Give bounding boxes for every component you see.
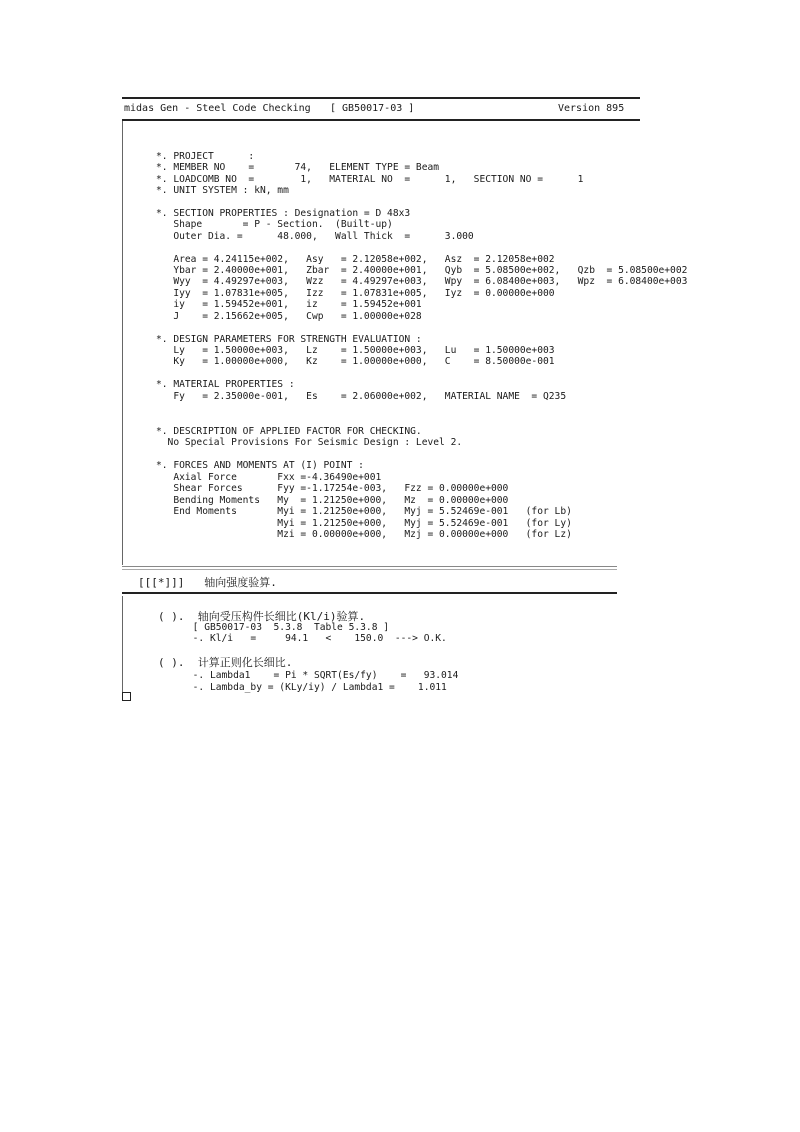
report-line: *. SECTION PROPERTIES : Designation = D 48x3 (156, 208, 411, 219)
section-top-rule (122, 566, 617, 567)
report-line: J = 2.15662e+005, Cwp = 1.00000e+028 (156, 311, 422, 322)
report-line: Ky = 1.00000e+000, Kz = 1.00000e+000, C = 8.50000e-001 (156, 356, 555, 367)
checkbox-square-icon (122, 692, 131, 701)
report-line: Area = 4.24115e+002, Asy = 2.12058e+002, Asz = 2.12058e+002 (156, 254, 555, 265)
report-line: *. DESCRIPTION OF APPLIED FACTOR FOR CHECKING. (156, 426, 422, 437)
report-line: No Special Provisions For Seismic Design : Level 2. (156, 437, 463, 448)
left-border-top (122, 121, 123, 565)
report-line: Iyy = 1.07831e+005, Izz = 1.07831e+005, Iyz = 0.00000e+000 (156, 288, 555, 299)
check-line: [ GB50017-03 5.3.8 Table 5.3.8 ] (158, 622, 390, 633)
report-line: Ly = 1.50000e+003, Lz = 1.50000e+003, Lu = 1.50000e+003 (156, 345, 555, 356)
check-line: -. Lambda1 = Pi * SQRT(Es/fy) = 93.014 (158, 670, 459, 681)
header-title: midas Gen - Steel Code Checking (124, 103, 311, 114)
report-line: iy = 1.59452e+001, iz = 1.59452e+001 (156, 299, 422, 310)
section-top-rule-2 (122, 569, 617, 570)
report-line: *. MEMBER NO = 74, ELEMENT TYPE = Beam (156, 162, 440, 173)
section-bottom-rule (122, 592, 617, 594)
report-line: Outer Dia. = 48.000, Wall Thick = 3.000 (156, 231, 474, 242)
header-top-rule (122, 97, 640, 99)
report-line: Shear Forces Fyy =-1.17254e-003, Fzz = 0.00000e+000 (156, 483, 509, 494)
report-line: Shape = P - Section. (Built-up) (156, 219, 393, 230)
report-line: End Moments Myi = 1.21250e+000, Myj = 5.52469e-001 (for Lb) (156, 506, 572, 517)
check-line: ( ). 计算正则化长细比. (158, 656, 293, 669)
report-line: Ybar = 2.40000e+001, Zbar = 2.40000e+001, Qyb = 5.08500e+002, Qzb = 5.08500e+002 (156, 265, 688, 276)
report-line: *. UNIT SYSTEM : kN, mm (156, 185, 289, 196)
report-line: Axial Force Fxx =-4.36490e+001 (156, 472, 382, 483)
report-line: *. DESIGN PARAMETERS FOR STRENGTH EVALUATION : (156, 334, 422, 345)
report-line: *. PROJECT : (156, 151, 255, 162)
report-line: Myi = 1.21250e+000, Myj = 5.52469e-001 (for Ly) (156, 518, 572, 529)
report-line: Fy = 2.35000e-001, Es = 2.06000e+002, MATERIAL NAME = Q235 (156, 391, 567, 402)
check-line: -. Lambda_by = (KLy/iy) / Lambda1 = 1.011 (158, 682, 447, 693)
report-line: Bending Moments My = 1.21250e+000, Mz = 0.00000e+000 (156, 495, 509, 506)
section-title: [[[*]]] 轴向强度验算. (138, 576, 277, 589)
report-line: *. MATERIAL PROPERTIES : (156, 379, 295, 390)
header-code: [ GB50017-03 ] (330, 103, 415, 114)
report-line: Wyy = 4.49297e+003, Wzz = 4.49297e+003, Wpy = 6.08400e+003, Wpz = 6.08400e+003 (156, 276, 688, 287)
left-border-bottom (122, 596, 123, 692)
check-line: -. Kl/i = 94.1 < 150.0 ---> O.K. (158, 633, 447, 644)
report-line: *. FORCES AND MOMENTS AT (I) POINT : (156, 460, 364, 471)
header-bottom-rule (122, 119, 640, 121)
report-line: *. LOADCOMB NO = 1, MATERIAL NO = 1, SECTION NO = 1 (156, 174, 584, 185)
check-line: ( ). 轴向受压构件长细比(Kl/i)验算. (158, 610, 366, 623)
report-line: Mzi = 0.00000e+000, Mzj = 0.00000e+000 (for Lz) (156, 529, 572, 540)
header-version: Version 895 (558, 103, 625, 114)
